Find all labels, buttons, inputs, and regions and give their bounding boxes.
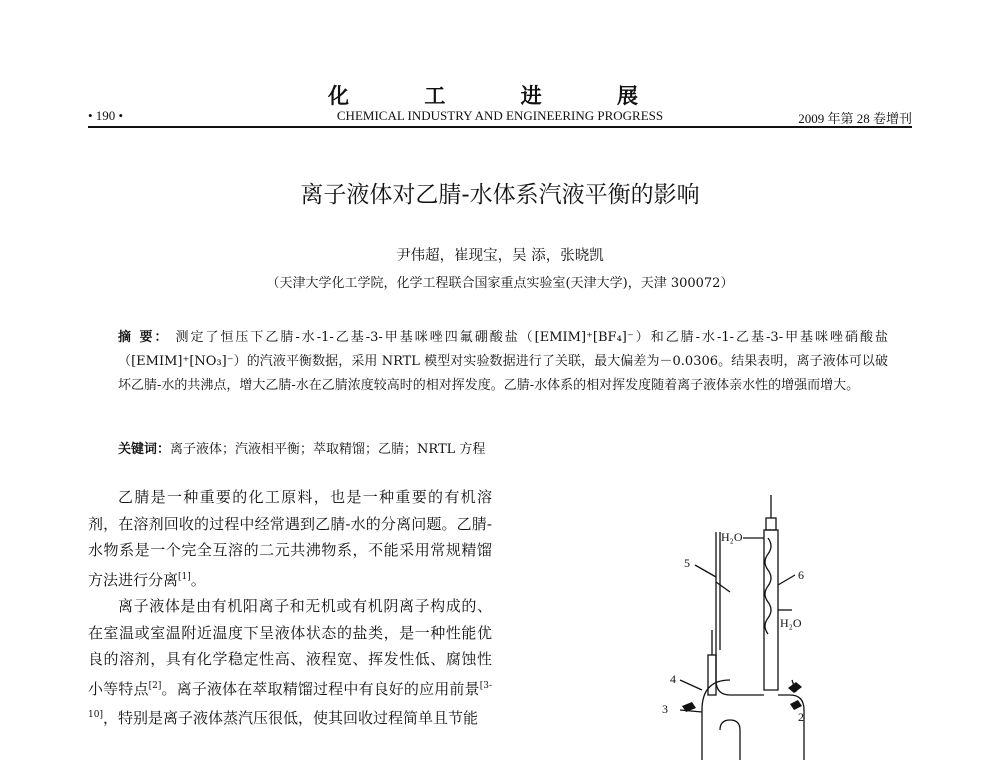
journal-title-en: CHEMICAL INDUSTRY AND ENGINEERING PROGRESS [336,108,664,123]
figure-label-water-top: H₂O [721,530,743,544]
figure-label-3: 3 [662,702,668,716]
apparatus-diagram [620,480,920,760]
figure-label-4: 4 [670,672,676,686]
page-number: • 190 • [88,108,124,123]
journal-title-cn: 化 工 进 展 [328,83,672,108]
paragraph-1: 乙腈是一种重要的化工原料，也是一种重要的有机溶剂，在溶剂回收的过程中经常遇到乙腈-水的分离问题。乙腈-水物系是一个完全互溶的二元共沸物系，不能采用常规精馏方法进行分离[1]。 [88,488,492,589]
header-rule [88,126,912,128]
keywords-label: 关键词： [118,442,171,457]
paragraph-2: 离子液体是由有机阳离子和无机或有机阴离子构成的、在室温或室温附近温度下呈液体状态的盐类，是一种性能优良的溶剂，具有化学稳定性高、液程宽、挥发性低、腐蚀性小等特点[2]。离子液体在萃取精馏过程中有良好的应用前景[3-10]，特别是离子液体蒸汽压很低，使其回收过程简单且节能 [88,597,492,727]
abstract [118,326,888,398]
citation: [1] [178,571,191,582]
affiliation: （天津大学化工学院，化学工程联合国家重点实验室(天津大学)，天津 300072） [266,276,734,291]
body-column [88,484,492,732]
abstract-label: 摘 要： [118,330,170,345]
figure-label-5: 5 [684,556,690,570]
running-header [88,104,912,126]
authors: 尹伟超，崔现宝，吴 添，张晓凯 [396,248,604,264]
figure-label-6: 6 [798,568,804,582]
keywords [118,438,888,457]
abstract-text: 测定了恒压下乙腈-水-1-乙基-3-甲基咪唑四氟硼酸盐（[EMIM]⁺[BF₄]⁻）和乙腈-水-1-乙基-3-甲基咪唑硝酸盐（[EMIM]⁺[NO₃]⁻）的汽液平衡数据，采用 NRTL 模型对实验数据进行了关联，最大偏差为－0.0306。结果表明，离子液体可以破坏乙腈-水的共沸点，增大乙腈-水在乙腈浓度较高时的相对挥发度。乙腈-水体系的相对挥发度随着离子液体亲水性的增强而增大。 [118,330,888,393]
citation: [2] [148,680,162,691]
article-title: 离子液体对乙腈-水体系汽液平衡的影响 [300,182,700,208]
issue-info: 2009 年第 28 卷增刊 [798,111,912,126]
figure-label-water-side: H₂O [780,616,802,630]
keywords-text: 离子液体；汽液相平衡；萃取精馏；乙腈；NRTL 方程 [170,442,486,457]
citation: [3-10] [88,680,492,720]
apparatus-figure [620,480,920,760]
figure-label-2: 2 [798,710,804,724]
